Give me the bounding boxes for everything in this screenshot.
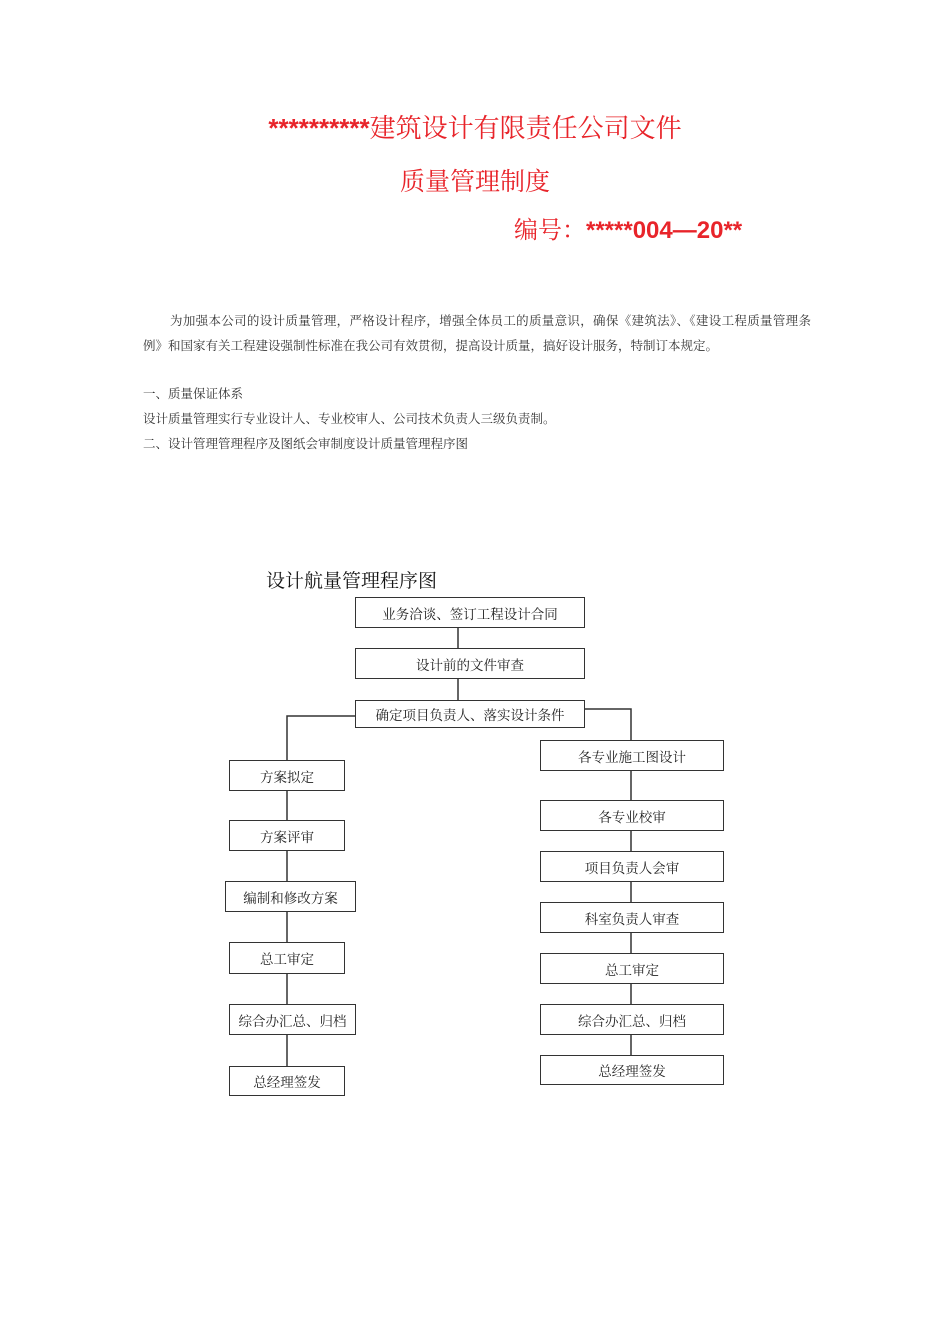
flow-right-step-3: 项目负责人会审 xyxy=(540,851,724,882)
flow-left-step-4: 总工审定 xyxy=(229,942,345,974)
flow-left-step-5: 综合办汇总、归档 xyxy=(229,1004,356,1035)
flow-right-step-6: 综合办汇总、归档 xyxy=(540,1004,724,1035)
flow-left-step-3: 编制和修改方案 xyxy=(225,881,356,912)
document-number-label: 编号： xyxy=(514,216,586,244)
flow-step-document-review: 设计前的文件审查 xyxy=(355,648,585,679)
company-name-stars: ********** xyxy=(268,113,370,143)
intro-paragraph: 为加强本公司的设计质量管理，严格设计程序，增强全体员工的质量意识，确保《建筑法》、《建设工程质量管理条例》和国家有关工程建设强制性标准在我公司有效贯彻，提高设计质量，搞好设计服务，特制订本规定。 xyxy=(143,313,811,353)
section2-heading: 二、设计管理管理程序及图纸会审制度设计质量管理程序图 xyxy=(143,436,469,451)
flow-left-step-6: 总经理签发 xyxy=(229,1066,345,1096)
section1-text: 设计质量管理实行专业设计人、专业校审人、公司技术负责人三级负责制。 xyxy=(143,411,556,426)
document-title: 质量管理制度 xyxy=(399,167,550,196)
flow-right-step-4: 科室负责人审查 xyxy=(540,902,724,933)
flow-right-step-1: 各专业施工图设计 xyxy=(540,740,724,771)
company-name-suffix: 建筑设计有限责任公司文件 xyxy=(369,114,682,144)
flow-right-step-7: 总经理签发 xyxy=(540,1055,724,1085)
flow-step-assign-lead: 确定项目负责人、落实设计条件 xyxy=(355,700,585,728)
section1-heading: 一、质量保证体系 xyxy=(143,386,244,401)
flow-left-step-1: 方案拟定 xyxy=(229,760,345,791)
document-number-value: *****004—20** xyxy=(586,217,743,244)
flow-right-step-5: 总工审定 xyxy=(540,953,724,984)
flowchart-title: 设计航量管理程序图 xyxy=(266,570,438,592)
flow-left-step-2: 方案评审 xyxy=(229,820,345,851)
flow-right-step-2: 各专业校审 xyxy=(540,800,724,831)
flow-step-contract: 业务洽谈、签订工程设计合同 xyxy=(355,597,585,628)
